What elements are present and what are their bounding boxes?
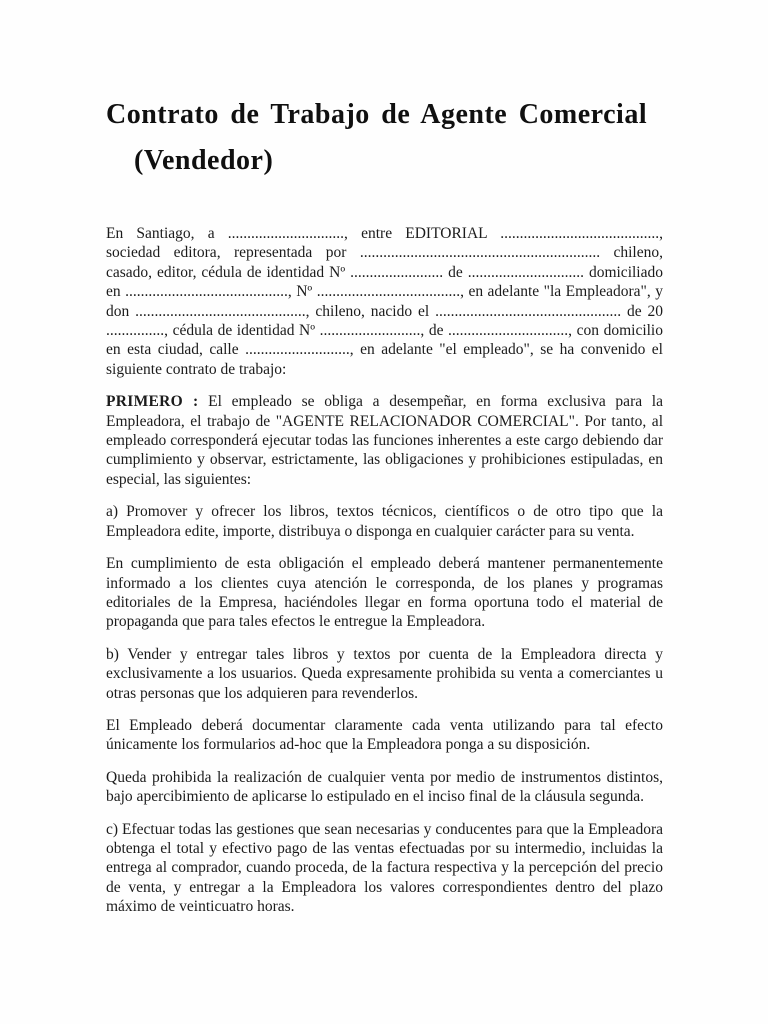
paragraph-item-c: c) Efectuar todas las gestiones que sean necesarias y conducentes para que la Empleadora obtenga el total y efectivo pago de las ventas efectuadas por su intermedio, incluidas la entrega al comprador, cuando proceda, de la factura respectiva y la percepción del precio de venta, y entregar a la Empleadora los valores correspondientes dentro del plazo máximo de veinticuatro horas. xyxy=(106,820,663,916)
paragraph-item-a-note: En cumplimiento de esta obligación el empleado deberá mantener permanentemente informado a los clientes cuya atención le corresponda, de los planes y programas editoriales de la Empresa, haciéndoles llegar en forma oportuna todo el material de propaganda que para tales efectos le entregue la Empleadora. xyxy=(106,555,663,631)
paragraph-item-b: b) Vender y entregar tales libros y textos por cuenta de la Empleadora directa y exclusivamente a los usuarios. Queda expresamente prohibida su venta a comerciantes u otras personas que los adquieren para revenderlos. xyxy=(106,645,663,702)
paragraph-item-b-note2: Queda prohibida la realización de cualquier venta por medio de instrumentos distintos, bajo apercibimiento de aplicarse lo estipulado en el inciso final de la cláusula segunda. xyxy=(106,768,663,806)
paragraph-clause-primero xyxy=(106,392,663,489)
document-title: Contrato de Trabajo de Agente Comercial (Vendedor) xyxy=(106,99,648,176)
clause-primero-text: El empleado se obliga a desempeñar, en forma exclusiva para la Empleadora, el trabajo de "AGENTE RELACIONADOR COMERCIAL". Por tanto, al empleado corresponderá ejecutar todas las funciones inherentes a este cargo debiendo dar cumplimiento y observar, estrictamente, las obligaciones y prohibiciones estipuladas, en especial, las siguientes: xyxy=(106,393,663,488)
paragraph-item-b-note1: El Empleado deberá documentar claramente cada venta utilizando para tal efecto únicamente los formularios ad-hoc que la Empleadora ponga a su disposición. xyxy=(106,716,663,754)
paragraph-intro: En Santiago, a .............................., entre EDITORIAL ........................................., sociedad editora, representada por .............................................................. chileno, casado, editor, cédula de identidad Nº ........................ de .............................. domiciliado en .........................................., Nº ....................................., en adelante "la Empleadora", y don ............................................, chileno, nacido el ................................................ de 20 ..............., cédula de identidad Nº .........................., de ..............................., con domicilio en esta ciudad, calle ..........................., en adelante "el empleado", se ha convenido el siguiente contrato de trabajo: xyxy=(106,225,663,378)
clause-primero-label: PRIMERO : xyxy=(106,393,199,411)
document-body xyxy=(106,224,663,917)
paragraph-item-a: a) Promover y ofrecer los libros, textos técnicos, científicos o de otro tipo que la Empleadora edite, importe, distribuya o disponga en cualquier carácter para su venta. xyxy=(106,503,663,540)
document-content xyxy=(106,0,663,930)
